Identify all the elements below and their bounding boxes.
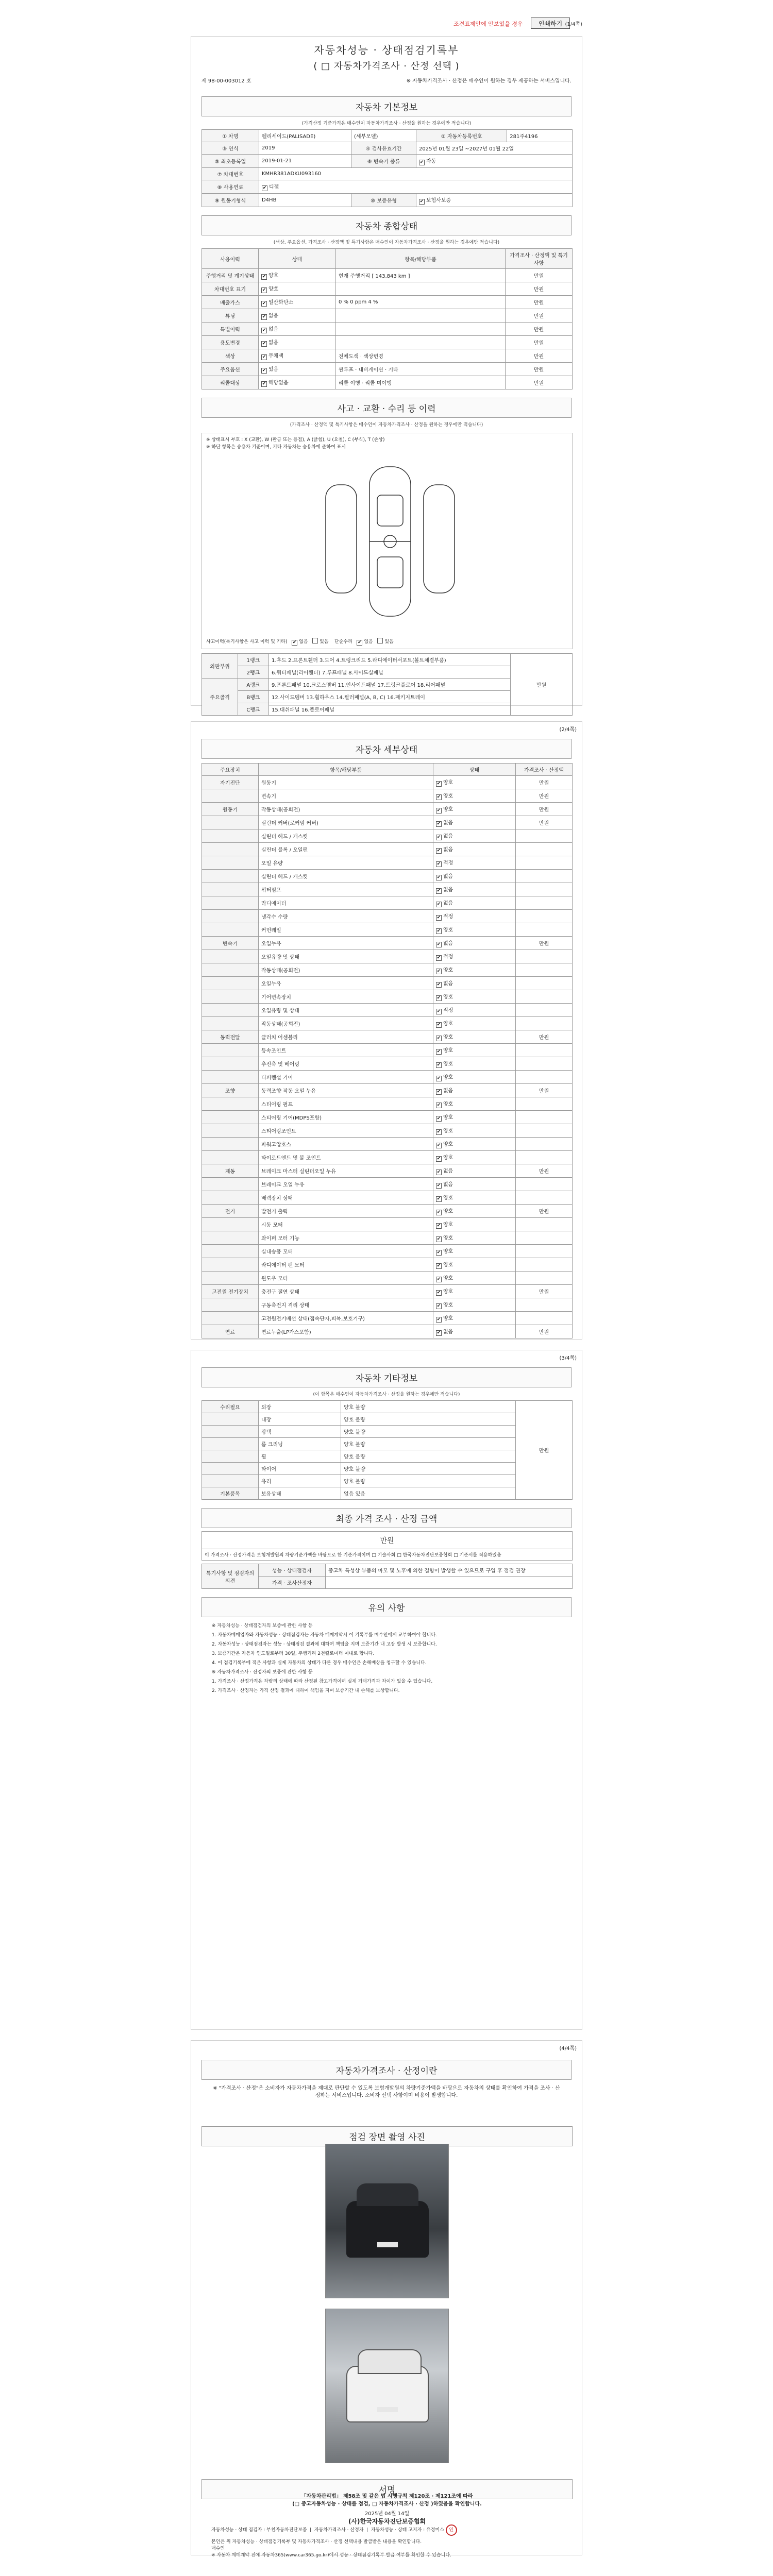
final-price-heading: 최종 가격 조사 · 산정 금액 [201,1508,572,1528]
car-outline-icon [321,464,460,619]
checkbox-checked: ✔ [436,1263,441,1268]
page-number: (4/4쪽) [559,2046,577,2052]
notice-heading: 유의 사항 [201,1597,572,1617]
table-row: ③ 연식 2019 ④ 검사유효기간 2025년 01월 23일 ~2027년 01월 22일 [202,142,573,155]
checkbox-checked: ✔ [436,1103,441,1108]
table-row: 특기사항 및 점검자의 의견 성능 · 상태점검자 중고차 특성상 부품의 마모 및 노후에 의한 결함이 발생할 수 있으므로 구입 후 점검 권장 [202,1564,573,1577]
page-number: (1/4쪽) [565,22,582,27]
checkbox-checked: ✔ [419,160,424,165]
table-header-row: 사용이력 상태 항목/해당부품 가격조사 · 산정액 및 특기사항 [202,249,573,269]
table-row: 색상 ✔ 무채색 전체도색 · 색상변경 만원 [202,349,573,363]
checkbox-checked: ✔ [436,942,441,947]
table-row: 고전원 전기장치 충전구 절연 상태 ✔ 양호 만원 [202,1285,573,1298]
signature-block: 「자동차관리법」 제58조 및 같은 법 시행규칙 제120조 · 제121조에 따라 (□ 중고자동차성능 · 상태를 점검, □ 자동차가격조사 · 산정 )하였음을 확인합니다. 2025년 04월 14일 (사)한국자동차진단보증협회 [212,2492,562,2526]
table-row: 연료 연료누출(LP가스포함) ✔ 없음 만원 [202,1325,573,1338]
final-price-table [201,1531,573,1561]
etc-table [201,1400,573,1500]
detail-heading: 자동차 세부상태 [201,739,572,759]
table-row: 윈도우 모터 ✔ 양호 [202,1272,573,1285]
car-diagram: ※ 상태표시 부호 : X (교환), W (판금 또는 용접), A (긁힘), U (요철), C (부식), T (손상) ※ 하단 항목은 승용차 기준이며, 기타 자동차는 승용차에 준하여 표시 사고이력(특기사항은 사고 이력 및 기타) ✔ 없음 있음 단순수리 ✔ 없음 있음 [201,433,573,649]
checkbox-checked: ✔ [436,1049,441,1054]
etc-heading: 자동차 기타정보 [201,1367,572,1387]
table-row: 디퍼렌셜 기어 ✔ 양호 [202,1071,573,1084]
top-bar [191,15,582,34]
table-row [202,1532,573,1549]
checkbox-checked: ✔ [436,995,441,1001]
table-row: 타이어 양호 불량 [202,1463,573,1475]
table-row: ⑤ 최초등록일 2019-01-21 ⑥ 변속기 종류 ✔ 자동 [202,155,573,168]
checkbox-checked: ✔ [436,1143,441,1148]
checkbox-checked: ✔ [436,1277,441,1282]
table-row: 작동상태(공회전) ✔ 양호 [202,963,573,977]
table-row: 브레이크 오일 누유 ✔ 없음 [202,1178,573,1191]
checkbox-checked: ✔ [436,1210,441,1215]
etc-note: (이 항목은 매수인이 자동차가격조사 · 산정을 원하는 경우에만 적습니다) [313,1392,460,1397]
table-row: 주요골격 A랭크 9.프론트패널 10.크로스멤버 11.인사이드패널 17.트렁크플로어 18.리어패널 [202,679,573,691]
signature-rows: 자동차성능 · 상태 점검자 : 부천자동차진단보증 | 자동차가격조사 · 산정자 | 자동차성능 · 상태 고지자 : 유정미스 인 본인은 위 자동차성능 · 상태점검기록부 및 자동차가격조사 · 산정 선택내용 발급받은 내용을 확인합니다. 매수인 ※ 자동차 매매계약 전에 자동차365(www.car365.go.kr)에서 성능 · 상태점검기록부 발급 여부를 확인할 수 있습니다. [211,2524,562,2558]
table-row: ⑧ 사용연료 ✔ 디젤 [202,180,573,194]
company-name: (사)한국자동차진단보증협회 [348,2518,426,2525]
checkbox-checked: ✔ [436,1009,441,1014]
page-number: (3/4쪽) [559,1355,577,1361]
detail-body [202,776,573,1338]
final-price-value: 만원 [202,1532,573,1549]
checkbox-checked: ✔ [262,185,267,191]
table-row: 2랭크 6.쿼터패널(리어휀더) 7.루프패널 8.사이드실패널 [202,666,573,679]
checkbox-checked: ✔ [436,902,441,907]
table-row: ① 차명 펠리세이드(PALISADE) (세부모델) ② 자동차등록번호 281주4196 [202,130,573,142]
table-row: 기어변속장치 ✔ 양호 [202,990,573,1004]
checkbox-checked: ✔ [436,1223,441,1228]
checkbox-checked: ✔ [436,888,441,893]
sign-date: 2025년 04월 14일 [364,2511,410,2517]
guide-link[interactable]: 조견표제안에 안보였을 경우 [453,21,523,27]
info-heading: 자동차가격조사 · 산정이란 [201,2060,572,2080]
seal-stamp: 인 [446,2524,457,2536]
table-row: 차대번호 표기 ✔ 양호 만원 [202,282,573,296]
table-row: 실린더 블록 / 오일팬 ✔ 없음 [202,843,573,856]
table-row: C랭크 15.대쉬패널 16.플로어패널 [202,703,573,716]
table-row: 제동 브레이크 마스터 실린더오일 누유 ✔ 없음 만원 [202,1164,573,1178]
table-row: 실린더 커버(로커암 커버) ✔ 없음 만원 [202,816,573,829]
table-row: 라디에이터 팬 모터 ✔ 양호 [202,1258,573,1272]
checkbox-checked: ✔ [436,1303,441,1309]
panel-rank-table [201,653,573,716]
checkbox-checked: ✔ [436,861,441,867]
table-row: 스티어링 펌프 ✔ 양호 [202,1097,573,1111]
checkbox-checked: ✔ [436,1236,441,1242]
checkbox-checked: ✔ [436,1290,441,1295]
checkbox-checked: ✔ [436,1170,441,1175]
doc-number-row [191,72,582,88]
basic-info-heading: 자동차 기본정보 [201,96,572,116]
table-row: 원동기 작동상태(공회전) ✔ 양호 만원 [202,803,573,816]
status-heading: 자동차 종합상태 [201,215,572,235]
checkbox-checked: ✔ [436,808,441,813]
table-row: 워터펌프 ✔ 없음 [202,883,573,896]
accident-heading: 사고 · 교환 · 수리 등 이력 [201,398,572,418]
table-row: 등속조인트 ✔ 양호 [202,1044,573,1057]
table-row: 용도변경 ✔ 없음 만원 [202,336,573,349]
checkbox-checked: ✔ [436,1129,441,1134]
table-row: 오일유량 및 상태 ✔ 적정 [202,1004,573,1017]
table-row: 파워고압호스 ✔ 양호 [202,1138,573,1151]
status-note: (색상, 주요옵션, 가격조사 · 산정액 및 특기사항은 매수인이 자동차가격조사 · 산정을 원하는 경우에만 적습니다) [273,240,500,245]
table-row: ⑦ 차대번호 KMHR381ADKU093160 [202,168,573,180]
table-row: 외판부위 1랭크 1.후드 2.프론트휀더 3.도어 4.트렁크리드 5.라디에이터서포트(볼트체결부품) 만원 [202,654,573,666]
table-row: 커먼레일 ✔ 양호 [202,923,573,937]
table-row: 스티어링 기어(MDPS포함) ✔ 양호 [202,1111,573,1124]
table-row: 전기 발전기 출력 ✔ 양호 만원 [202,1205,573,1218]
checkbox-checked: ✔ [436,1196,441,1201]
table-row: 가격 · 조사산정자 [202,1577,573,1589]
print-button[interactable]: 인쇄하기 [531,18,570,29]
table-row: 주요옵션 ✔ 있음 썬루프 · 내비게이션 · 기타 만원 [202,363,573,376]
table-row: 스티어링조인트 ✔ 양호 [202,1124,573,1138]
table-row: 휠 양호 불량 [202,1450,573,1463]
checkbox-checked: ✔ [436,928,441,934]
checkbox-checked: ✔ [436,1116,441,1121]
checkbox-checked: ✔ [436,1076,441,1081]
checkbox-checked: ✔ [436,969,441,974]
table-row: 수리필요 외장 양호 불량 만원 [202,1401,573,1413]
table-row: 와이퍼 모터 기능 ✔ 양호 [202,1231,573,1245]
page-4 [191,2040,582,2555]
table-row: B랭크 12.사이드멤버 13.휠하우스 14.필러패널(A, B, C) 16.패키지트레이 [202,691,573,703]
photo-heading: 점검 장면 촬영 사진 [201,2126,573,2146]
table-row: 구동축전지 격리 상태 ✔ 양호 [202,1298,573,1312]
checkbox-checked: ✔ [436,1089,441,1094]
table-row: 냉각수 수량 ✔ 적정 [202,910,573,923]
accident-legend: 사고이력(특기사항은 사고 이력 및 기타) ✔ 없음 있음 단순수리 ✔ 없음 있음 [206,638,394,646]
table-row: 시동 모터 ✔ 양호 [202,1218,573,1231]
table-row: 추진축 및 베어링 ✔ 양호 [202,1057,573,1071]
checkbox-checked: ✔ [436,875,441,880]
status-table [201,248,573,389]
checkbox-checked: ✔ [436,915,441,920]
inspection-photo-front [325,2144,449,2298]
page-1 [191,36,582,713]
table-row: 특별이력 ✔ 없음 만원 [202,323,573,336]
detail-table [201,763,573,1338]
service-notice: ※ 자동차가격조사 · 산정은 매수인이 원하는 경우 제공하는 서비스입니다. [406,78,572,84]
checkbox-checked: ✔ [436,1062,441,1067]
table-row: 변속기 오일누유 ✔ 없음 만원 [202,937,573,950]
checkbox-checked: ✔ [436,848,441,853]
table-row: 이 가격조사 · 산정가격은 보험개발원의 차량기준가액을 바탕으로 한 기준가격이며 □ 기술사회 □ 한국자동차진단보증협회 □ 기준서를 적용하였음 [202,1549,573,1561]
checkbox-checked: ✔ [436,794,441,800]
checkbox-checked: ✔ [436,955,441,960]
checkbox-checked: ✔ [436,1156,441,1161]
table-row: 배출가스 ✔ 일산화탄소 0 % 0 ppm 4 % 만원 [202,296,573,309]
table-row: 실린더 헤드 / 개스킷 ✔ 없음 [202,829,573,843]
table-row: 동력전달 클러치 어셈블리 ✔ 양호 만원 [202,1030,573,1044]
table-row: 라디에이터 ✔ 없음 [202,896,573,910]
document-subtitle: ( □ 자동차가격조사 · 산정 선택 ) [313,61,460,72]
checkbox-checked: ✔ [436,982,441,987]
table-row: 작동상태(공회전) ✔ 양호 [202,1017,573,1030]
basic-info-table [201,129,573,207]
table-row: 오일 유량 ✔ 적정 [202,856,573,870]
checkbox-checked: ✔ [419,199,424,204]
special-notes-table [201,1564,573,1589]
accident-note: (가격조사 · 산정액 및 특기사항은 매수인이 자동차가격조사 · 산정을 원하는 경우에만 적습니다) [290,422,483,428]
table-header-row: 주요장치 항목/해당부품 상태 가격조사 · 산정액 [202,764,573,776]
table-row: 변속기 ✔ 양호 만원 [202,789,573,803]
inspection-photo-rear [325,2309,449,2463]
checkbox-checked: ✔ [436,781,441,786]
checkbox-checked: ✔ [436,1036,441,1041]
table-row: 내장 양호 불량 [202,1413,573,1426]
checkbox-checked: ✔ [436,821,441,826]
basic-info-note: (가격산정 기준가격은 매수인이 자동차가격조사 · 산정을 원하는 경우에만 적습니다) [301,121,472,126]
table-row: 튜닝 ✔ 없음 만원 [202,309,573,323]
table-row: ⑨ 원동기형식 D4HB ⑩ 보증유형 ✔ 보험사보증 [202,194,573,207]
table-row: 배력장치 상태 ✔ 양호 [202,1191,573,1205]
info-text: ※ "가격조사 · 산정"은 소비자가 자동차가격을 제대로 판단할 수 있도록 보험개발원의 차량기준가액을 바탕으로 자동차의 상태를 확인하여 가격을 조사 · 산정하는 서비스입니다. 소비자 선택 사항이며 비용이 발생합니다. [213,2086,560,2098]
table-row: 오일유량 및 상태 ✔ 적정 [202,950,573,963]
table-row: 실린더 헤드 / 개스킷 ✔ 없음 [202,870,573,883]
checkbox-checked: ✔ [436,835,441,840]
doc-number: 제 98-00-003012 호 [201,78,251,84]
table-row: 오일누유 ✔ 없음 [202,977,573,990]
checkbox-checked: ✔ [436,1250,441,1255]
table-row: 조향 동력조향 작동 오일 누유 ✔ 없음 만원 [202,1084,573,1097]
checkbox-checked: ✔ [436,1317,441,1322]
table-row: 실내송풍 모터 ✔ 양호 [202,1245,573,1258]
table-row: 주행거리 및 계기상태 ✔ 양호 현재 주행거리 [ 143,843 km ] 만원 [202,269,573,282]
notice-text: ※ 자동차성능 · 상태점검자의 보증에 관한 사항 등 1. 자동차매매업자와 자동차성능 · 상태점검자는 자동차 매매계약시 이 기록부를 매수인에게 교부하여야 합니다. 2. 자동차성능 · 상태점검자는 성능 · 상태점검 결과에 대하여 책임을 지며 보증기간 내 고장 발생 시 보증합니다. 3. 보증기간은 자동차 인도일로부터 30일, 주행거리 2천킬로미터 이내로 합니다. 4. 이 점검기록부에 적은 사항과 실제 자동차의 상태가 다른 경우 매수인은 손해배상을 청구할 수 있습니다. ※ 자동차가격조사 · 산정자의 보증에 관한 사항 등 1. 가격조사 · 산정가격은 차량의 상태에 따라 산정된 참고가격이며 실제 거래가격과 차이가 있을 수 있습니다. 2. 가격조사 · 산정자는 가격 산정 결과에 대하여 책임을 지며 보증기간 내 손해를 보상합니다. [212,1623,438,1693]
page-number: (2/4쪽) [559,727,577,733]
checkbox-checked: ✔ [436,1330,441,1335]
table-row: 광택 양호 불량 [202,1426,573,1438]
checkbox-checked: ✔ [436,1022,441,1027]
checkbox-checked: ✔ [436,1183,441,1188]
document-title: 자동차성능 · 상태점검기록부 [314,44,459,56]
page-2 [191,721,582,1340]
table-row: 기본품목 보유상태 없음 있음 [202,1487,573,1500]
table-row: 유리 양호 불량 [202,1475,573,1487]
table-row: 타이로드엔드 및 볼 조인트 ✔ 양호 [202,1151,573,1164]
table-row: 룸 크리닝 양호 불량 [202,1438,573,1450]
table-row: 자기진단 원동기 ✔ 양호 만원 [202,776,573,789]
page-3 [191,1350,582,2030]
table-row: 고전원전기배선 상태(접속단자,피복,보호기구) ✔ 양호 [202,1312,573,1325]
table-row: 리콜대상 ✔ 해당없음 리콜 이행 · 리콜 미이행 만원 [202,376,573,389]
signature-heading: 서명 [201,2479,573,2499]
